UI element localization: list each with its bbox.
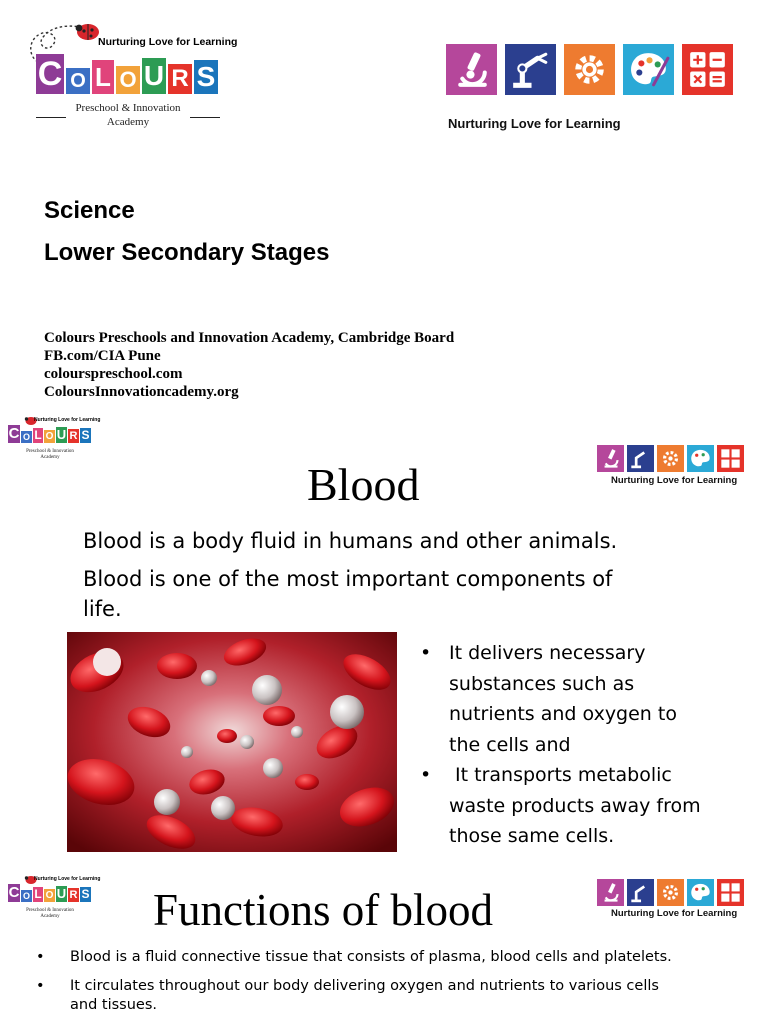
slide-blood (0, 405, 768, 860)
importance-text: Blood is one of the most important components of (83, 567, 613, 591)
bullet-mark: • (420, 764, 432, 786)
logo-subtitle-line2: Academy (40, 914, 60, 919)
logo-letter: O (116, 66, 140, 94)
logo-letter: R (69, 889, 78, 901)
logo-subtitle-line1: Preschool & Innovation (75, 102, 181, 114)
slide-title: Functions of blood (153, 885, 494, 935)
colours-logo-small (6, 415, 101, 487)
logo-letter: O (66, 68, 90, 94)
bullet-text: the cells and (449, 733, 571, 756)
logo-rule-right (190, 117, 220, 118)
bullet-text: those same cells. (449, 825, 615, 847)
gear-icon (657, 879, 684, 906)
function-text-cont: and tissues. (70, 997, 157, 1013)
logo-letter: C (37, 55, 63, 93)
logo-rule-left (36, 117, 66, 118)
bullet-text: It transports metabolic (449, 764, 672, 786)
bullet-mark: • (36, 978, 45, 994)
logo-letter: O (45, 431, 54, 442)
logo-letter: U (56, 886, 67, 901)
importance-text-cont: life. (83, 597, 122, 621)
contact-line: Colours Preschools and Innovation Academy, Cambridge Board (44, 330, 455, 346)
logo-letter: R (69, 430, 78, 442)
bullet-text: nutrients and oxygen to (449, 703, 677, 725)
palette-icon (687, 445, 714, 472)
bullet-text: substances such as (449, 672, 635, 695)
robot-arm-icon (627, 879, 654, 906)
function-text: Blood is a fluid connective tissue that consists of plasma, blood cells and platelets. (70, 949, 672, 965)
brand-icon-row-small (597, 879, 744, 906)
slide-title: Blood (307, 459, 420, 510)
slide-functions (0, 860, 768, 1024)
logo-subtitle-line2: Academy (106, 116, 150, 128)
function-text: It circulates throughout our body delivering oxygen and nutrients to various cells (70, 978, 659, 994)
calculator-icon (717, 445, 744, 472)
logo-tagline: Nurturing Love for Learning (98, 36, 238, 48)
logo-subtitle-line2: Academy (40, 455, 60, 460)
robot-arm-icon (505, 44, 556, 95)
brand-caption: Nurturing Love for Learning (611, 475, 738, 486)
contact-line: ColoursInnovationcademy.org (44, 384, 239, 400)
logo-subtitle-line1: Preschool & Innovation (26, 449, 74, 454)
bullet-text: It delivers necessary (449, 642, 646, 664)
logo-letter: R (168, 64, 192, 94)
logo-letter: U (56, 427, 67, 442)
slide-cover (0, 0, 768, 405)
logo-letter: S (81, 428, 90, 442)
bullet-mark: • (420, 642, 432, 664)
colours-logo (24, 14, 238, 132)
logo-letter: S (194, 60, 218, 94)
logo-tagline: Nurturing Love for Learning (34, 876, 101, 882)
contact-line: colourspreschool.com (44, 366, 183, 382)
microscope-icon (597, 445, 624, 472)
calculator-icon (682, 44, 733, 95)
blood-cells-image (67, 632, 397, 852)
bullet-mark: • (36, 949, 45, 965)
logo-letters (36, 54, 218, 94)
microscope-icon (446, 44, 497, 95)
logo-letter: O (45, 890, 54, 901)
stage-title: Lower Secondary Stages (44, 239, 330, 266)
calculator-icon (717, 879, 744, 906)
palette-icon (623, 44, 674, 95)
logo-letters (8, 884, 91, 902)
brand-caption: Nurturing Love for Learning (611, 908, 738, 919)
microscope-icon (597, 879, 624, 906)
logo-letter: U (142, 58, 166, 94)
logo-letter: L (92, 60, 114, 94)
logo-letter: C (8, 425, 20, 442)
logo-letter: C (8, 884, 20, 901)
brand-icon-row-small (597, 445, 744, 472)
colours-logo-small (6, 874, 101, 934)
brand-icon-row (446, 44, 733, 95)
brand-caption: Nurturing Love for Learning (448, 116, 621, 131)
logo-subtitle-line1: Preschool & Innovation (26, 908, 74, 913)
logo-letters (8, 425, 91, 443)
robot-arm-icon (627, 445, 654, 472)
logo-letter: L (34, 887, 42, 901)
subject-title: Science (44, 197, 135, 224)
logo-tagline: Nurturing Love for Learning (34, 417, 101, 423)
logo-letter: O (22, 432, 30, 442)
palette-icon (687, 879, 714, 906)
logo-letter: L (34, 428, 42, 442)
intro-text: Blood is a body fluid in humans and other animals. (83, 529, 618, 553)
bullet-text: waste products away from (449, 794, 701, 817)
contact-line: FB.com/CIA Pune (44, 348, 161, 364)
gear-icon (657, 445, 684, 472)
gear-icon (564, 44, 615, 95)
contact-block (44, 329, 454, 401)
logo-letter: S (81, 887, 90, 901)
logo-letter: O (22, 891, 30, 901)
